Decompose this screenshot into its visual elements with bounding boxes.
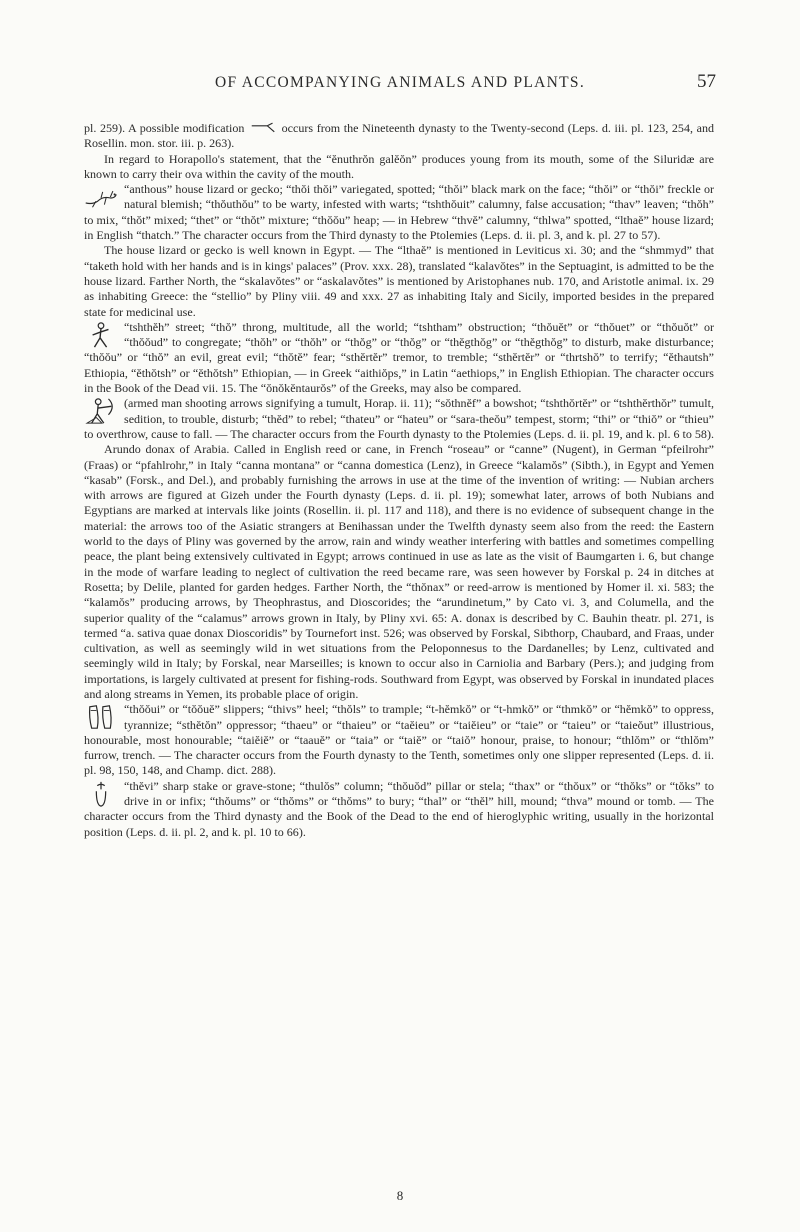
paragraph-text: The house lizard or gecko is well known in Egypt. — The “lthaĕ” is mentioned in Leviticus xi. 30; and the “shmmyd” that “taketh hold with her hands and is in kings' palaces” (Prov. xxx. 28), translated “kalavŏtes” in the Septuagint, is admitted to be the house lizard. Farther North, the “skalavŏtes” or “askalavŏtes” is mentioned by Aristophanes nub. 170, and Aristotle animal. ix. 29 as inhabiting Greece: the “stellio” by Pliny viii. 49 and xxx. 27 as inhabiting Italy and Sicily, imported besides in the prepared state for medicinal use. [84,243,714,319]
paragraph-p5 [84,320,714,396]
paragraph-p8 [84,702,714,778]
paragraph-p1 [84,121,714,152]
stake-hieroglyph-icon [84,780,118,808]
body-text [84,121,714,840]
running-title: OF ACCOMPANYING ANIMALS AND PLANTS. [214,74,586,91]
paragraph-p2 [84,152,714,183]
sandals-hieroglyph-icon [84,703,118,731]
paragraph-text: “thĕvi” sharp stake or grave-stone; “thulŏs” column; “thŏuŏd” pillar or stela; “thax” or “thŏux” or “thŏks” or “tŏks” to drive in or infix; “thŏums” or “thŏms” or “thŏms” to bury; “thal” or “thĕl” hill, mound; “thva” mound or tomb. — The character occurs from the Third dynasty and the Book of the Dead to the end of hieroglyphic writing, usually in the horizontal position (Leps. d. ii. pl. 2, and k. pl. 10 to 66). [84,778,714,839]
paragraph-text: (armed man shooting arrows signifying a tumult, Horap. ii. 11); “sŏthnĕf” a bowshot; “tshthŏrtĕr” or “tshthĕrthŏr” tumult, sedition, to trouble, disturb; “thĕd” to rebel; “thateu” or “hateu” or “sara-theŏu” tempest, storm; “thi” or “thiŏ” or “thieu” to overthrow, cause to fall. — The character occurs from the Fourth dynasty to the Ptolemies (Leps. d. ii. pl. 19, and k. pl. 6 to 58). [84,396,714,441]
paragraph-text: occurs from the Nineteenth dynasty to the Twenty-second (Leps. d. iii. pl. 123, 254, and Rosellin. mon. stor. iii. p. 263). [84,121,715,151]
lizard-hieroglyph-icon [84,183,118,211]
page-header [84,71,716,104]
page-number: 57 [697,71,716,92]
walking-hieroglyph-icon [84,321,118,349]
paragraph-p7 [84,442,714,702]
hieroglyph-icon [250,121,276,134]
paragraph-text: “tshthĕh” street; “thŏ” throng, multitude, all the world; “tshtham” obstruction; “thŏuĕt” or “thŏuet” or “thŏuŏt” or “thŏŏud” to congregate; “thŏh” or “thŏh” or “thŏg” or “thŏg” or “thĕgthŏg” or “thĕgthŏg” to disturb, make disturbance; “thŏŏu” or “thŏ” an evil, great evil; “thŏtĕ” fear; “sthĕrtĕr” tremor, to tremble; “sthĕrtĕr” or “thrtshŏ” to terrify; “ĕthautsh” Ethiopia, “ĕthŏtsh” or “ĕthŏtsh” Ethiopian, — in Greek “aithiŏps,” in Latin “aethiops,” in English Ethiopian. The character occurs in the Book of the Dead vii. 15. The “ŏnŏkĕntaurŏs” of the Greeks, may also be compared. [84,319,714,396]
archer-hieroglyph-icon [84,397,118,425]
paragraph-text: “anthous” house lizard or gecko; “thŏi thŏi” variegated, spotted; “thŏi” black mark on the face; “thŏi” or “thŏi” freckle or natural blemish; “thŏuthŏu” to be warty, infested with warts; “tshthŏuit” calumny, false accusation; “thav” leaven; “thŏh” to mix, “thŏt” mixed; “thet” or “thŏt” mixture; “thŏŏu” heap; — in Hebrew “thvĕ” calumny, “thlwa” spotted, “lthaĕ” house lizard; in English “thatch.” The character occurs from the Third dynasty to the Ptolemies (Leps. d. ii. pl. 3, and k. pl. 27 to 57). [84,182,714,243]
signature-mark: 8 [396,1188,404,1203]
paragraph-p3 [84,182,714,243]
paragraph-text: pl. 259). A possible modification [84,121,249,135]
paragraph-text: “thŏŏui” or “tŏŏuĕ” slippers; “thivs” heel; “thŏls” to trample; “t-hĕmkŏ” or “t-hmkŏ” or “thmkŏ” or “hĕmkŏ” to oppress, tyrannize; “sthĕtŏn” oppressor; “thaeu” or “thaieu” or “taĕieu” or “taiĕieu” or “taie” or “taieu” or “taieŏut” illustrious, honourable, most honourable; “taiĕiĕ” or “taauĕ” or “taia” or “taiĕ” or “taiŏ” honour, praise, to honour; “thlŏm” or “thlŏm” furrow, trench. — The character occurs from the Fourth dynasty to the Tenth, sometimes only one slipper represented (Leps. d. ii. pl. 98, 150, 148, and Champ. dict. 288). [84,702,714,778]
paragraph-p9 [84,779,714,840]
paragraph-p4 [84,243,714,319]
paragraph-text: In regard to Horapollo's statement, that the “ĕnuthrŏn galĕŏn” produces young from its mouth, some of the Siluridæ are known to carry their ova within the cavity of the mouth. [84,151,714,181]
paragraph-p6 [84,396,714,442]
paragraph-text: Arundo donax of Arabia. Called in English reed or cane, in French “roseau” or “canne” (Nugent), in German “pfeilrohr” (Fraas) or “pfahlrohr,” in Italy “canna montana” or “canna domestica (Lenz), in Greece “kalamŏs” (Sibth.), in Egypt and Yemen “kasab” (Forsk., and Del.), and probably furnishing the arrows in use at the time of the invention of writing: — Nubian archers with arrows are figured at Gizeh under the Fourth dynasty (Leps. d. ii. pl. 19); somewhat later, arrows of both Nubians and Egyptians are marked at intervals like joints (Rosellin. ii. pl. 117 and 118), and there is no evidence of subsequent change in the material: the arrows too of the Asiatic strangers at Benihassan under the Twelfth dynasty seem also from the reed: the Eastern world to the days of Pliny was governed by the arrow, rain and windy weather interfering with battles and sometimes compelling peace, the plant being extensively cultivated in Egypt; arrows continued in use as late as the visit of Baumgarten i. 6, but change in the mode of warfare leading to neglect of cultivation the reed became rare, was seen however by Forskal p. 24 in ditches at Rosetta; by Delile, planted for garden hedges. Farther North, the “thŏnax” or reed-arrow is mentioned by Homer il. xi. 583; the “kalamŏs” producing arrows, by Theophrastus, and Dioscorides; the “arundinetum,” by Cato vi. 3, and Columella, and the superior quality of the “calamus” arrows grown in Italy, by Pliny xvi. 65: A. donax is described by C. Bauhin theatr. pl. 271, is termed “a. sativa quae donax Dioscoridis” by Tournefort inst. 526; was observed by Forskal, Sibthorp, Chaubard, and Fraas, under cultivation, as well as seemingly wild in wet situations from the Peloponnesus to the Dardanelles; by Lenz, cultivated and seemingly wild in Italy; by Forskal, near Marseilles; is known to occur also in Carniolia and Barbary (Pers.); and judging from importations, is largely cultivated at present for fishing-rods. Southward from Egypt, was observed by Forskal in inundated places and along streams in Yemen, its probable place of origin. [84,442,714,701]
